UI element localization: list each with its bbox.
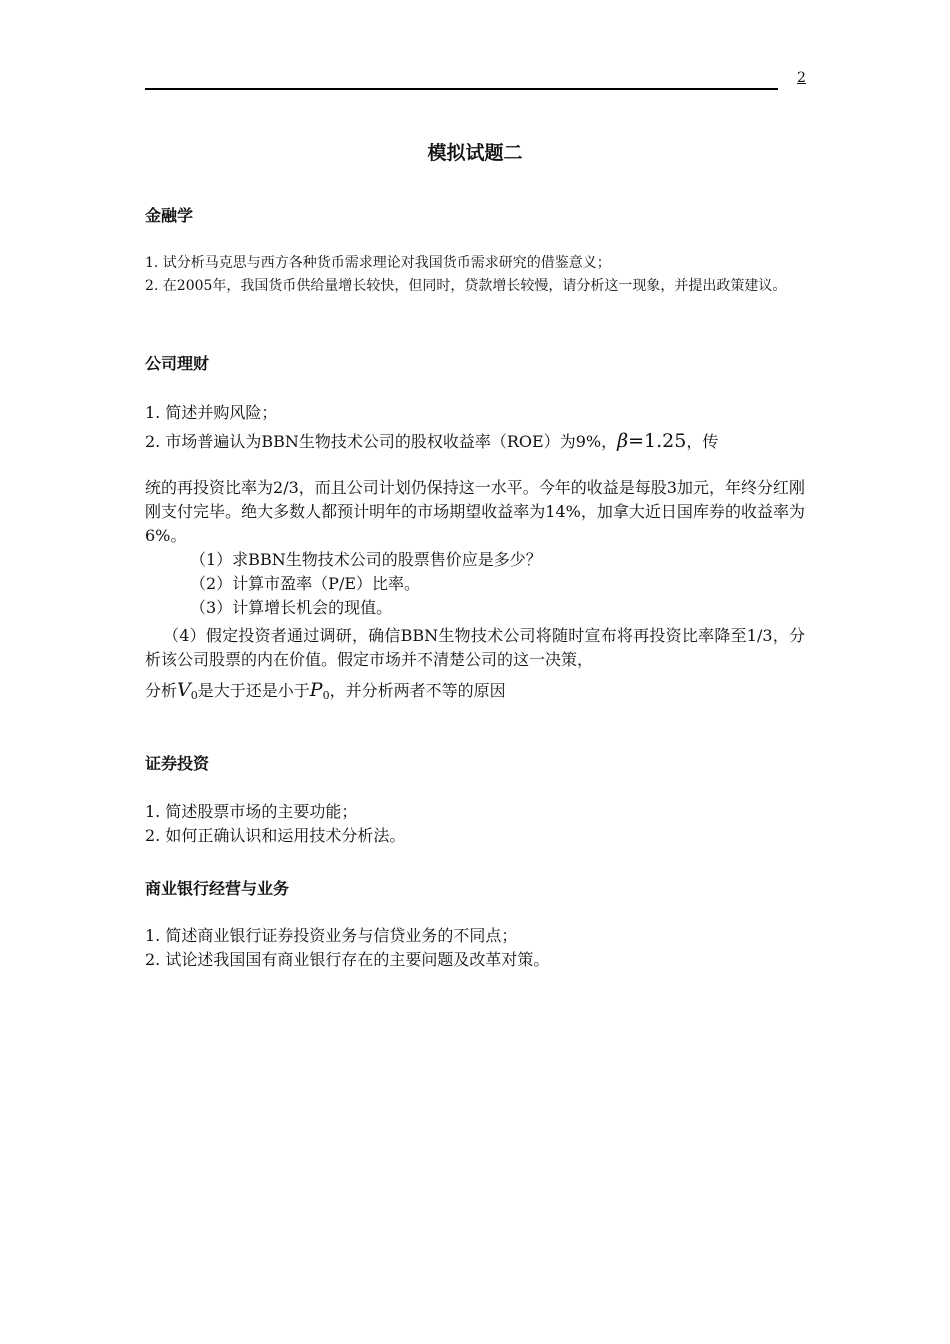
securities-item-1: 1. 简述股票市场的主要功能； <box>145 802 358 821</box>
corp-item-1: 1. 简述并购风险； <box>145 403 278 422</box>
finance-item-2: 2. 在2005年，我国货币供给量增长较快，但同时，贷款增长较慢，请分析这一现象，并提出政策建议。 <box>145 278 787 294</box>
banking-item-2: 2. 试论述我国国有商业银行存在的主要问题及改革对策。 <box>145 950 550 969</box>
beta-value: =1.25 <box>628 430 687 452</box>
securities-item-2: 2. 如何正确认识和运用技术分析法。 <box>145 826 406 845</box>
securities-questions <box>145 800 805 848</box>
banking-item-1: 1. 简述商业银行证券投资业务与信贷业务的不同点； <box>145 926 518 945</box>
page-number: 2 <box>797 70 806 86</box>
corp-item-2-post: ，传 <box>686 432 719 451</box>
section-heading-securities: 证券投资 <box>145 754 210 773</box>
corp-item-2-line <box>145 428 805 455</box>
corp-sub-4-formula-line <box>145 676 805 710</box>
corp-sub-1: （1）求BBN生物技术公司的股票售价应是多少？ <box>190 550 542 569</box>
corp-sub-4-b: 是大于还是小于 <box>197 681 310 700</box>
corp-item-2-cont: 统的再投资比率为2/3，而且公司计划仍保持这一水平。今年的收益是每股3加元，年终分红刚刚支付完毕。绝大多数人都预计明年的市场期望收益率为14%，加拿大近日国库券的收益率为6%。 <box>145 478 805 545</box>
header-rule <box>145 88 778 90</box>
corp-sub-4-text: （4）假定投资者通过调研，确信BBN生物技术公司将随时宣布将再投资比率降至1/3，分析该公司股票的内在价值。假定市场并不清楚公司的这一决策， <box>145 626 805 669</box>
p0-symbol: P <box>309 679 323 701</box>
corp-sub-4-c: ，并分析两者不等的原因 <box>329 681 506 700</box>
corp-sub-3: （3）计算增长机会的现值。 <box>190 598 393 617</box>
corp-item-2-pre: 2. 市场普遍认为BBN生物技术公司的股权收益率（ROE）为9%， <box>145 432 618 451</box>
section-heading-banking: 商业银行经营与业务 <box>145 879 290 898</box>
corp-sub-2: （2）计算市盈率（P/E）比率。 <box>190 574 421 593</box>
section-heading-finance: 金融学 <box>145 206 194 225</box>
banking-questions <box>145 924 805 972</box>
corp-sub-4 <box>145 624 805 710</box>
v0-subscript: 0 <box>190 689 198 702</box>
corp-sub-4-a: 分析 <box>145 681 178 700</box>
finance-questions <box>145 252 805 298</box>
finance-item-1: 1. 试分析马克思与西方各种货币需求理论对我国货币需求研究的借鉴意义； <box>145 255 611 271</box>
beta-symbol: β <box>617 430 629 452</box>
v0-symbol: V <box>177 679 191 701</box>
document-title: 模拟试题二 <box>427 142 523 164</box>
section-heading-corporate-finance: 公司理财 <box>145 354 210 373</box>
p0-subscript: 0 <box>322 689 330 702</box>
